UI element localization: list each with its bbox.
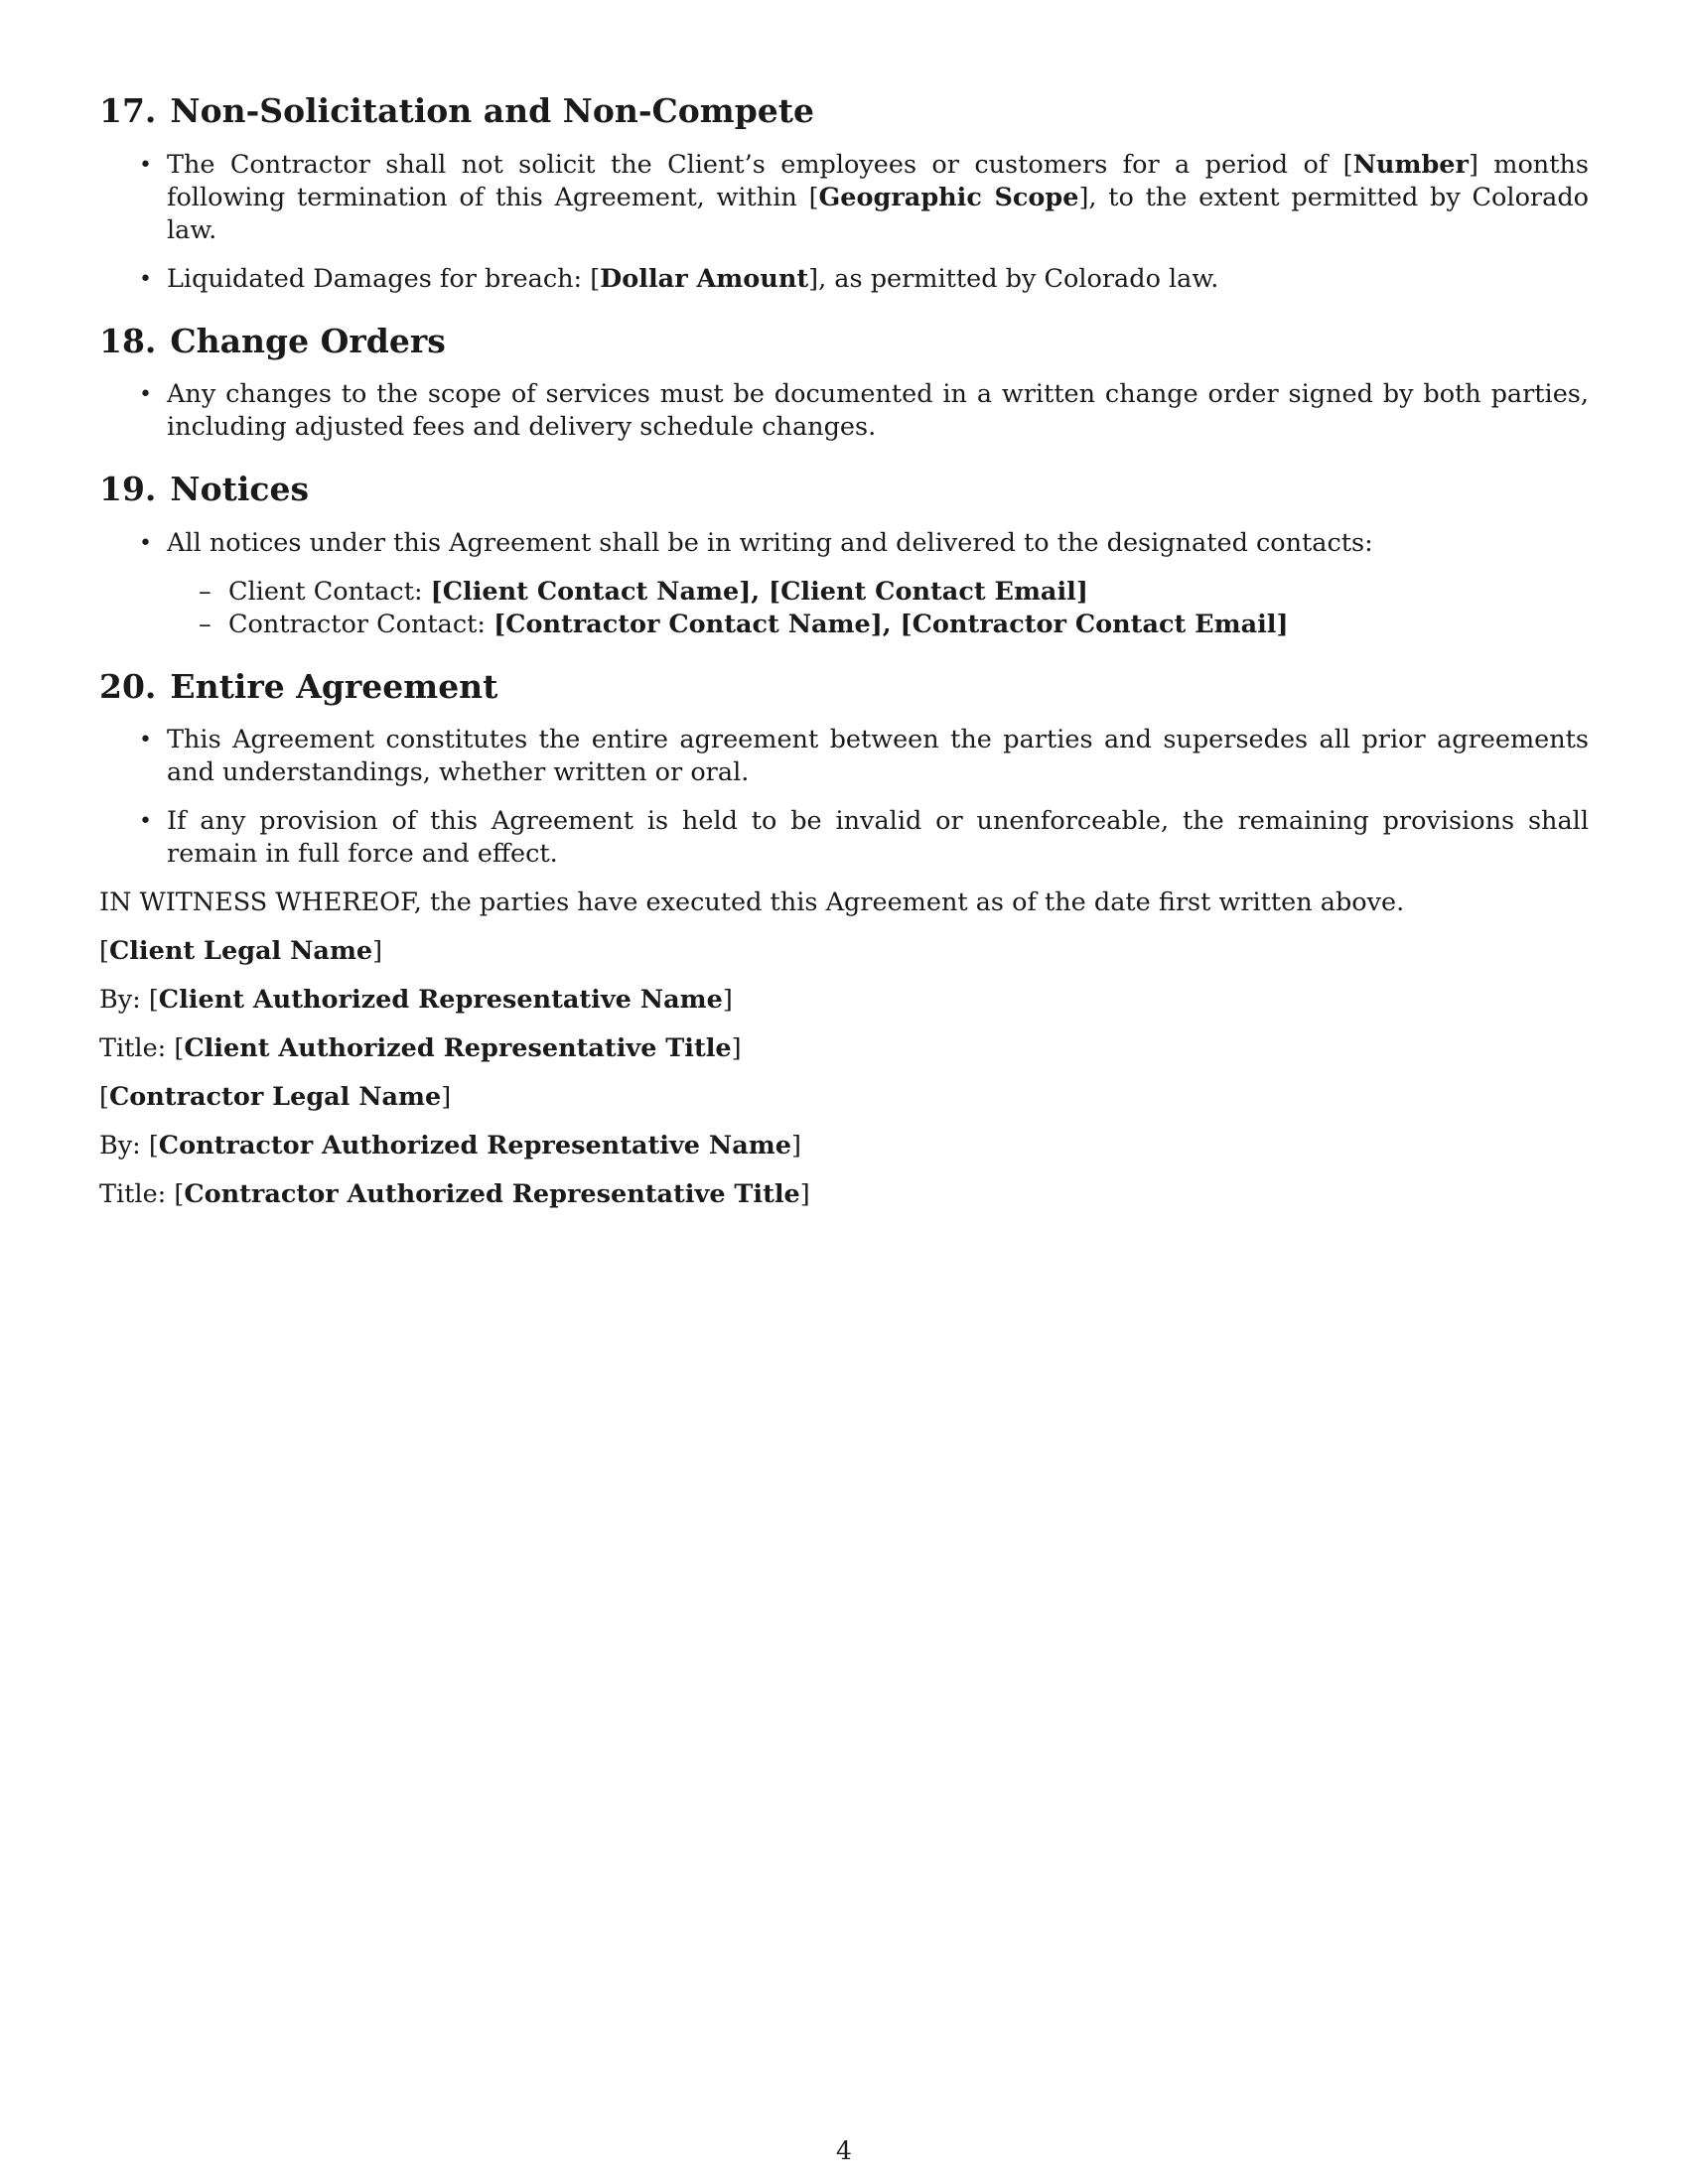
section-number: 18. [99,321,157,360]
bullet-icon: • [139,530,152,556]
section-18 [99,322,1589,445]
section-title: Notices [170,470,310,509]
list-item: • Liquidated Damages for breach: [Dollar Amount], as permitted by Colorado law. [139,263,1219,294]
section-title: Non-Solicitation and Non-Compete [170,91,815,130]
section-heading [99,91,1589,131]
contact-item-client: – Client Contact: [Client Contact Name], [Client Contact Email] [199,576,1088,607]
list-item: • All notices under this Agreement shall be in writing and delivered to the designated contacts: – Client Contact: [Client Contact Name], [Client Contact Email] – Contractor Contact: [Contractor Contact Name], [Contractor Contact Email] [99,527,1589,641]
dash-icon: – [199,609,211,639]
placeholder-number: Number [1352,149,1469,180]
bullet-icon: • [139,809,152,835]
placeholder-contractor-contact-name: Contractor Contact Name [505,609,871,639]
signature-client-title: Title: [Client Authorized Representative Title] [99,1033,742,1064]
section-19 [99,470,1589,641]
placeholder-geographic-scope: Geographic Scope [818,182,1079,212]
bullet-icon: • [139,152,152,178]
section-17 [99,91,1589,296]
witness-clause: IN WITNESS WHEREOF, the parties have executed this Agreement as of the date first written above. [99,887,1405,918]
signature-contractor-legal-name: [Contractor Legal Name] [99,1082,452,1113]
section-20 [99,667,1589,872]
placeholder-contractor-contact-email: Contractor Contact Email [912,609,1277,639]
section-heading [99,667,1589,707]
signature-contractor-title: Title: [Contractor Authorized Representative Title] [99,1179,810,1210]
signature-client-legal-name: [Client Legal Name] [99,936,383,967]
section-number: 20. [99,666,157,706]
contact-list [167,576,1589,641]
bullet-list [99,378,1589,444]
signature-client-by: By: [Client Authorized Representative Name] [99,985,733,1016]
section-title: Change Orders [170,321,446,360]
section-heading [99,322,1589,361]
bullet-icon: • [139,382,152,408]
placeholder-client-contact-name: Client Contact Name [442,576,740,607]
section-number: 19. [99,470,157,509]
bullet-icon: • [139,728,152,753]
signature-contractor-by: By: [Contractor Authorized Representative Name] [99,1131,801,1161]
bullet-list [99,527,1589,641]
contact-item-contractor: – Contractor Contact: [Contractor Contact Name], [Contractor Contact Email] [199,609,1289,639]
dash-icon: – [199,576,211,607]
section-title: Entire Agreement [170,666,498,706]
list-item: • The Contractor shall not solicit the Client’s employees or customers for a period of [Number] months following termination of this Agreement, within [Geographic Scope], to the extent permitted by Colorado law. [139,149,1589,245]
section-heading [99,470,1589,509]
bullet-list [99,724,1589,871]
list-item: • This Agreement constitutes the entire agreement between the parties and supersedes all prior agreements and understandings, whether written or oral. [139,725,1589,788]
bullet-icon: • [139,266,152,292]
placeholder-client-contact-email: Client Contact Email [780,576,1076,607]
page-number: 4 [836,2136,852,2165]
list-item: • If any provision of this Agreement is held to be invalid or unenforceable, the remaining provisions shall remain in full force and effect. [139,806,1589,870]
list-item: • Any changes to the scope of services must be documented in a written change order signed by both parties, including adjusted fees and delivery schedule changes. [139,379,1589,443]
document-page [99,91,1589,1227]
placeholder-dollar-amount: Dollar Amount [600,263,809,294]
bullet-list [99,149,1589,296]
section-number: 17. [99,91,157,130]
